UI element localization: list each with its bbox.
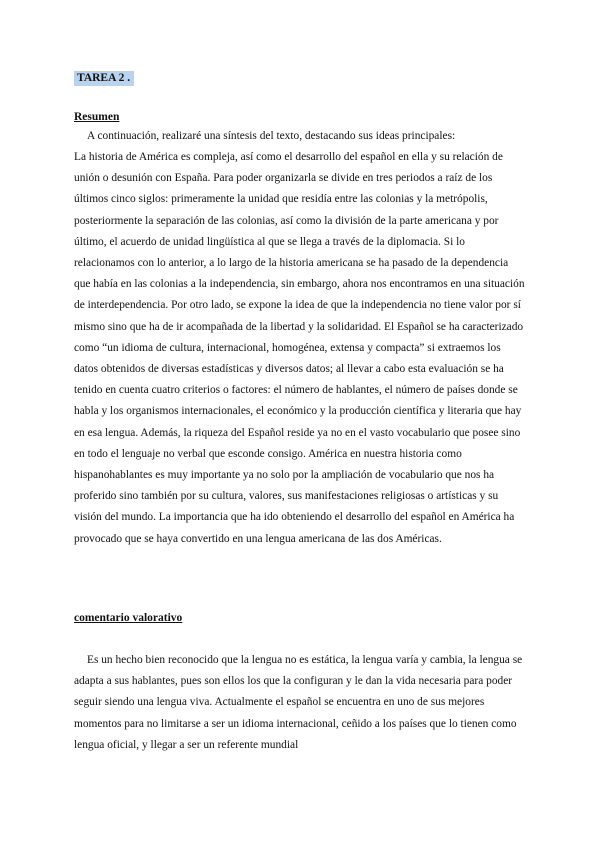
commentary-body: Es un hecho bien reconocido que la lengua no es estática, la lengua varía y cambia, la lengua se adapta a sus hablantes, pues son ellos los que la configuran y le dan la vida necesaria para poder seguir siendo una lengua viva. Actualmente el español se encuentra en uno de sus mejores momentos para no limitarse a ser un idioma internacional, ceñido a los países que lo tienen como lengua oficial, y llegar a ser un referente mundial	[74, 654, 523, 751]
summary-body: La historia de América es compleja, así como el desarrollo del español en ella y su relación de unión o desunión con España. Para poder organizarla se divide en tres periodos a raíz de los últimos cinco siglos: primeramente la unidad que residía entre las colonias y la metrópolis, posteriormente la separación de las colonias, así como la división de la parte americana y por último, el acuerdo de unidad lingüística al que se llega a través de la diplomacia. Si lo relacionamos con lo anterior, a lo largo de la historia americana se ha pasado de la dependencia que había en las colonias a la independencia, sin embargo, ahora nos encontramos en una situación de interdependencia. Por otro lado, se expone la idea de que la independencia no tiene valor por sí mismo sino que ha de ir acompañada de la libertad y la solidaridad. El Español se ha caracterizado como “un idioma de cultura, internacional, homogénea, extensa y compacta” si extraemos los datos obtenidos de diversas estadísticas y diversos datos; al llevar a cabo esta evaluación se ha tenido en cuenta cuatro criterios o factores: el número de hablantes, el número de países donde se habla y los organismos internacionales, el económico y la producción científica y literaria que hay en esa lengua. Además, la riqueza del Español reside ya no en el vasto vocabulario que posee sino en todo el lenguaje no verbal que esconde consigo. América en nuestra historia como hispanohablantes es muy importante ya no solo por la ampliación de vocabulario que nos ha proferido sino también por su cultura, valores, sus manifestaciones religiosas o artísticas y su visión del mundo. La importancia que ha ido obteniendo el desarrollo del español en América ha provocado que se haya convertido en una lengua americana de las dos Américas.	[74, 151, 525, 545]
summary-heading: Resumen	[74, 111, 120, 123]
summary-intro: A continuación, realizaré una síntesis del texto, destacando sus ideas principales:	[87, 130, 456, 142]
document-title: TAREA 2 .	[74, 71, 134, 86]
commentary-heading: comentario valorativo	[74, 612, 183, 624]
